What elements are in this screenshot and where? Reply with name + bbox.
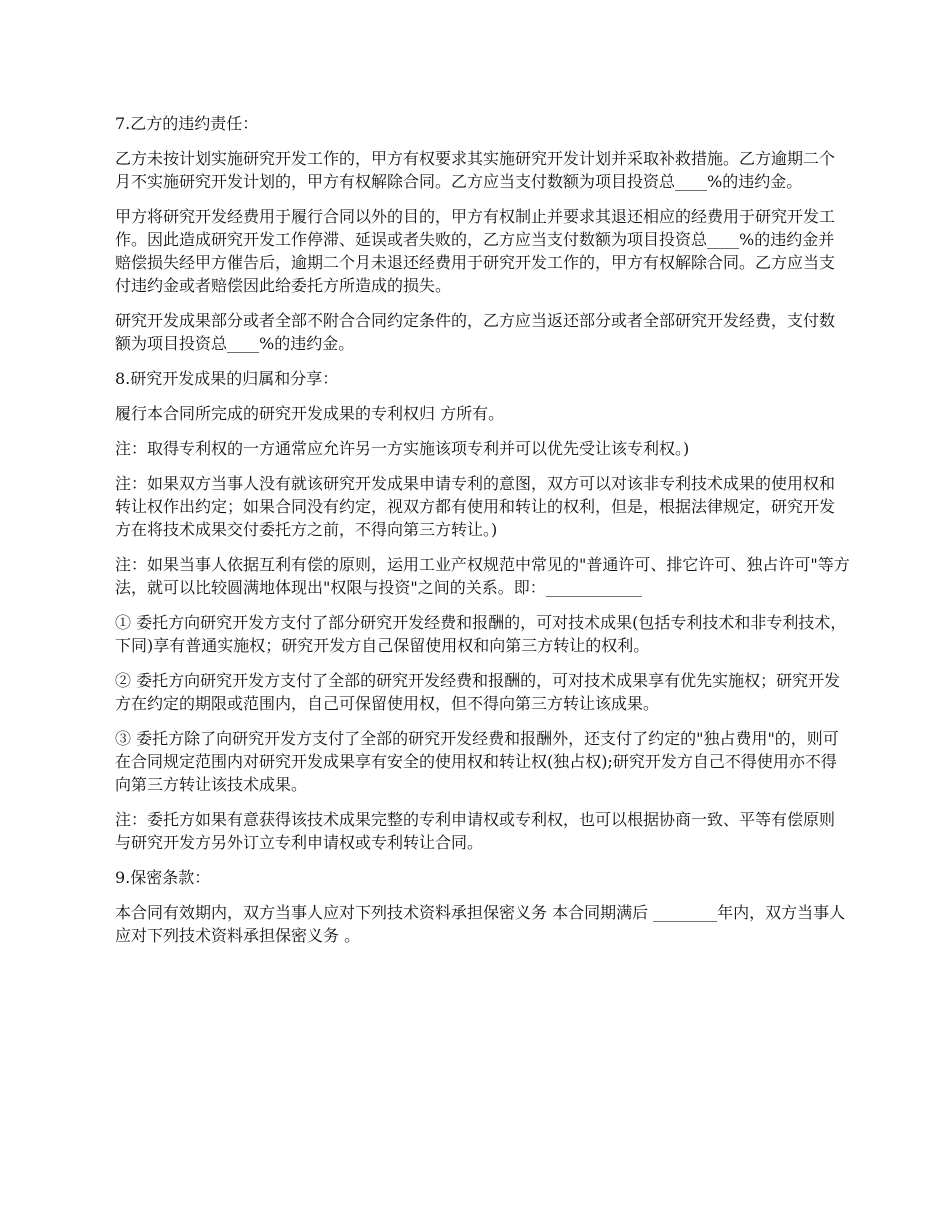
document-page xyxy=(115,112,850,959)
item-full-payment-rights: ② 委托方向研究开发方支付了全部的研究开发经费和报酬的，可对技术成果享有优先实施权；研究开发方在约定的期限或范围内，自己可保留使用权，但不得向第三方转让该成果。 xyxy=(115,671,841,713)
section-heading-breach-liability: 7.乙方的违约责任： xyxy=(115,114,259,133)
item-exclusive-rights: ③ 委托方除了向研究开发方支付了全部的研究开发经费和报酬外，还支付了约定的"独占费用"的，则可在合同规定范围内对研究开发成果享有安全的使用权和转让权(独占权);研究开发方自己不得使用亦不得向第三方转让该技术成果。 xyxy=(115,729,839,794)
paragraph-fund-misuse: 甲方将研究开发经费用于履行合同以外的目的，甲方有权制止并要求其退还相应的经费用于研究开发工作。因此造成研究开发工作停滞、延误或者失败的，乙方应当支付数额为项目投资总____%的违约金并赔偿损失经甲方催告后，逾期二个月未退还经费用于研究开发工作的，甲方有权解除合同。乙方应当支付违约金或者赔偿因此给委托方所造成的损失。 xyxy=(115,207,836,295)
item-partial-payment-rights: ① 委托方向研究开发方支付了部分研究开发经费和报酬的，可对技术成果(包括专利技术和非专利技术，下同)享有普通实施权；研究开发方自己保留使用权和向第三方转让的权利。 xyxy=(115,613,847,655)
section-heading-confidentiality: 9.保密条款： xyxy=(115,868,211,887)
note-non-patent-rights: 注：如果双方当事人没有就该研究开发成果申请专利的意图，双方可以对该非专利技术成果的使用权和转让权作出约定；如果合同没有约定，视双方都有使用和转让的权利，但是，根据法律规定，研究开发方在将技术成果交付委托方之前，不得向第三方转让。) xyxy=(115,474,836,539)
section-heading-results-ownership: 8.研究开发成果的归属和分享： xyxy=(115,369,339,388)
paragraph-nonconforming-results: 研究开发成果部分或者全部不附合合同约定条件的，乙方应当返还部分或者全部研究开发经费，支付数额为项目投资总____%的违约金。 xyxy=(115,311,836,353)
paragraph-patent-ownership: 履行本合同所完成的研究开发成果的专利权归 方所有。 xyxy=(115,404,505,423)
note-patent-license: 注：取得专利权的一方通常应允许另一方实施该项专利并可以优先受让该专利权。) xyxy=(115,439,690,458)
note-license-types: 注：如果当事人依据互利有偿的原则，运用工业产权规范中常见的"普通许可、排它许可、独占许可"等方法，就可以比较圆满地体现出"权限与投资"之间的关系。即：____________ xyxy=(115,555,850,597)
paragraph-confidentiality-obligation: 本合同有效期内，双方当事人应对下列技术资料承担保密义务 本合同期满后 ________年内，双方当事人应对下列技术资料承担保密义务 。 xyxy=(115,903,846,945)
note-patent-transfer-contract: 注：委托方如果有意获得该技术成果完整的专利申请权或专利权，也可以根据协商一致、平等有偿原则与研究开发方另外订立专利申请权或专利转让合同。 xyxy=(115,810,836,852)
paragraph-remedial-measures: 乙方未按计划实施研究开发工作的，甲方有权要求其实施研究开发计划并采取补救措施。乙方逾期二个月不实施研究开发计划的，甲方有权解除合同。乙方应当支付数额为项目投资总____%的违约金。 xyxy=(115,149,836,191)
